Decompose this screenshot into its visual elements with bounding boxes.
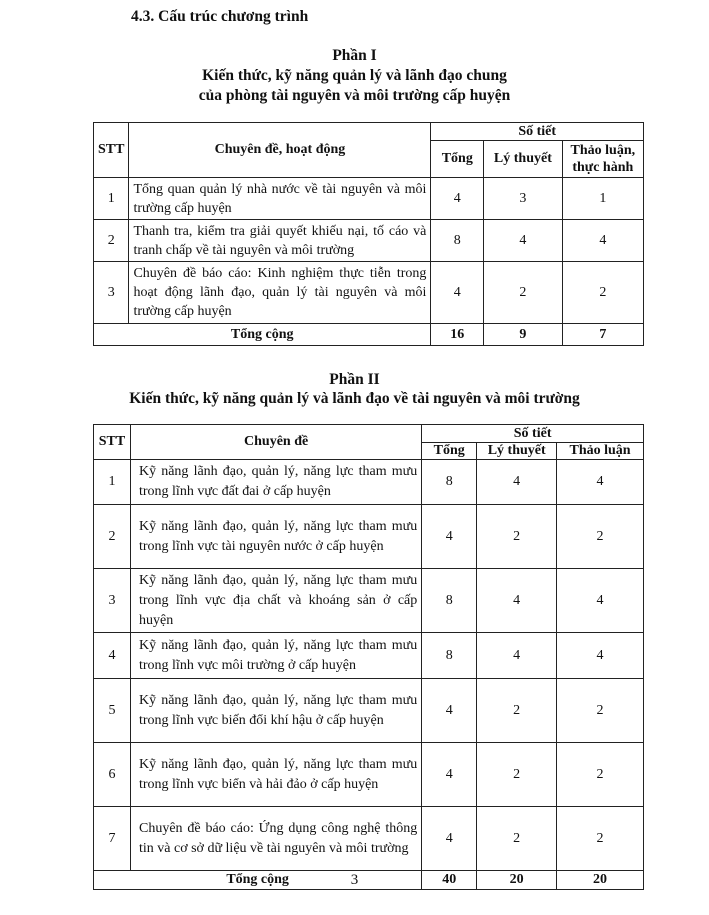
- row-stt: 5: [94, 679, 131, 743]
- row-practice: 2: [557, 807, 644, 871]
- row-stt: 7: [94, 807, 131, 871]
- sum-practice: 20: [557, 871, 644, 890]
- row-total: 4: [431, 262, 484, 324]
- sum-theory: 20: [477, 871, 557, 890]
- row-total: 4: [422, 505, 477, 569]
- row-total: 4: [431, 178, 484, 220]
- row-theory: 2: [477, 743, 557, 807]
- row-stt: 3: [94, 569, 131, 633]
- part2-table: [93, 424, 644, 890]
- row-stt: 4: [94, 633, 131, 679]
- part2-heading: Phần II: [329, 371, 380, 388]
- stt-header: STT: [94, 425, 131, 460]
- theory-header: Lý thuyết: [477, 443, 557, 460]
- row-theory: 4: [484, 220, 562, 262]
- row-stt: 1: [94, 178, 129, 220]
- row-topic: Kỹ năng lãnh đạo, quản lý, năng lực tham mưu trong lĩnh vực biển và hải đảo ở cấp huyện: [130, 743, 421, 807]
- row-stt: 2: [94, 505, 131, 569]
- table-row: [94, 178, 644, 220]
- row-theory: 2: [477, 807, 557, 871]
- sum-total: 40: [422, 871, 477, 890]
- row-total: 4: [422, 679, 477, 743]
- table-row: [94, 807, 644, 871]
- row-practice: 4: [562, 220, 643, 262]
- row-total: 8: [422, 633, 477, 679]
- row-theory: 2: [477, 505, 557, 569]
- table-row: [94, 460, 644, 505]
- row-practice: 2: [557, 679, 644, 743]
- row-total: 8: [431, 220, 484, 262]
- sum-total: 16: [431, 324, 484, 346]
- row-stt: 2: [94, 220, 129, 262]
- row-topic: Chuyên đề báo cáo: Ứng dụng công nghệ thông tin và cơ sở dữ liệu về tài nguyên và môi trường: [130, 807, 421, 871]
- row-stt: 3: [94, 262, 129, 324]
- row-topic: Kỹ năng lãnh đạo, quản lý, năng lực tham mưu trong lĩnh vực đất đai ở cấp huyện: [130, 460, 421, 505]
- row-total: 4: [422, 807, 477, 871]
- row-topic: Kỹ năng lãnh đạo, quản lý, năng lực tham mưu trong lĩnh vực biến đổi khí hậu ở cấp huyện: [130, 679, 421, 743]
- row-topic: Chuyên đề báo cáo: Kinh nghiệm thực tiễn trong hoạt động lãnh đạo, quản lý tài nguyên và môi trường cấp huyện: [129, 262, 431, 324]
- sum-theory: 9: [484, 324, 562, 346]
- row-topic: Thanh tra, kiểm tra giải quyết khiếu nại, tố cáo và tranh chấp về tài nguyên và môi trường: [129, 220, 431, 262]
- periods-header: Số tiết: [422, 425, 644, 443]
- row-practice: 4: [557, 633, 644, 679]
- table-row: [94, 743, 644, 807]
- table-row: [94, 220, 644, 262]
- total-label: Tổng cộng: [94, 871, 422, 890]
- row-theory: 4: [477, 569, 557, 633]
- total-header: Tổng: [422, 443, 477, 460]
- total-row: [94, 324, 644, 346]
- part1-subtitle-line1: Kiến thức, kỹ năng quản lý và lãnh đạo chung: [202, 67, 507, 84]
- row-practice: 1: [562, 178, 643, 220]
- row-theory: 2: [484, 262, 562, 324]
- part1-heading: Phần I: [332, 47, 377, 64]
- row-total: 8: [422, 460, 477, 505]
- part1-table: [93, 122, 644, 346]
- row-theory: 3: [484, 178, 562, 220]
- page-number: 3: [350, 872, 359, 888]
- row-topic: Kỹ năng lãnh đạo, quản lý, năng lực tham mưu trong lĩnh vực môi trường ở cấp huyện: [130, 633, 421, 679]
- row-total: 8: [422, 569, 477, 633]
- sum-practice: 7: [562, 324, 643, 346]
- row-practice: 2: [557, 505, 644, 569]
- part1-subtitle-line2: của phòng tài nguyên và môi trường cấp huyện: [198, 87, 511, 104]
- practice-header: Thảo luận: [557, 443, 644, 460]
- row-total: 4: [422, 743, 477, 807]
- row-stt: 1: [94, 460, 131, 505]
- row-stt: 6: [94, 743, 131, 807]
- row-practice: 2: [562, 262, 643, 324]
- table-row: [94, 633, 644, 679]
- row-topic: Tổng quan quản lý nhà nước về tài nguyên và môi trường cấp huyện: [129, 178, 431, 220]
- periods-header: Số tiết: [431, 123, 644, 141]
- row-practice: 4: [557, 460, 644, 505]
- stt-header: STT: [94, 123, 129, 178]
- topic-header: Chuyên đề, hoạt động: [129, 123, 431, 178]
- row-practice: 2: [557, 743, 644, 807]
- row-practice: 4: [557, 569, 644, 633]
- section-title: 4.3. Cấu trúc chương trình: [131, 8, 309, 25]
- topic-header: Chuyên đề: [130, 425, 421, 460]
- row-topic: Kỹ năng lãnh đạo, quản lý, năng lực tham mưu trong lĩnh vực tài nguyên nước ở cấp huyện: [130, 505, 421, 569]
- part2-subtitle: Kiến thức, kỹ năng quản lý và lãnh đạo về tài nguyên và môi trường: [129, 390, 580, 407]
- row-theory: 4: [477, 460, 557, 505]
- table-row: [94, 679, 644, 743]
- theory-header: Lý thuyết: [484, 141, 562, 178]
- total-header: Tổng: [431, 141, 484, 178]
- table-row: [94, 262, 644, 324]
- practice-header: Thảo luận, thực hành: [562, 141, 643, 178]
- table-row: [94, 569, 644, 633]
- row-theory: 4: [477, 633, 557, 679]
- row-theory: 2: [477, 679, 557, 743]
- table-row: [94, 505, 644, 569]
- row-topic: Kỹ năng lãnh đạo, quản lý, năng lực tham mưu trong lĩnh vực địa chất và khoáng sản ở cấp huyện: [130, 569, 421, 633]
- total-label: Tổng cộng: [94, 324, 431, 346]
